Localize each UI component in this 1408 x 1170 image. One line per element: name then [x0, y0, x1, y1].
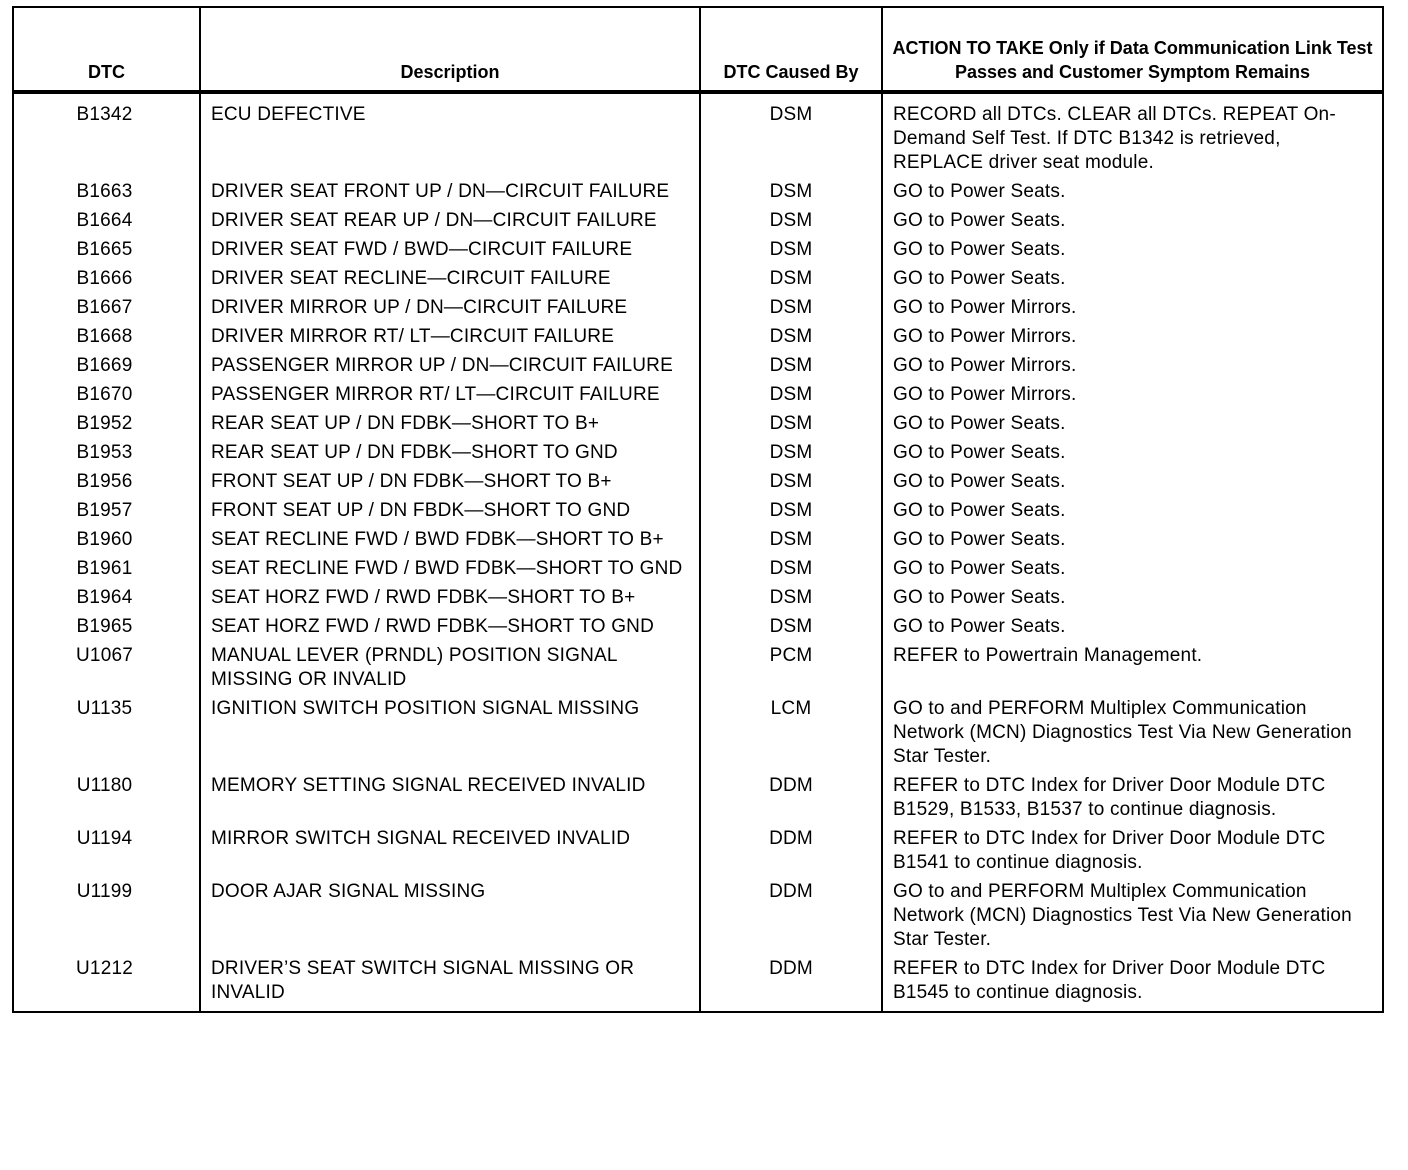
description-cell: DRIVER MIRROR RT/ LT—CIRCUIT FAILURE	[200, 322, 700, 351]
table-row	[13, 694, 1383, 771]
action-cell: GO to Power Seats.	[882, 235, 1383, 264]
action-cell: REFER to DTC Index for Driver Door Module DTC B1541 to continue diagnosis.	[882, 824, 1383, 877]
dtc-table	[12, 6, 1384, 1013]
action-cell: RECORD all DTCs. CLEAR all DTCs. REPEAT On-Demand Self Test. If DTC B1342 is retrieved, REPLACE driver seat module.	[882, 92, 1383, 177]
table-row	[13, 264, 1383, 293]
table-row	[13, 92, 1383, 177]
dtc-code-cell: U1194	[13, 824, 200, 877]
action-cell: GO to Power Seats.	[882, 496, 1383, 525]
caused-by-cell: DDM	[700, 877, 882, 954]
dtc-code-cell: B1664	[13, 206, 200, 235]
table-row	[13, 641, 1383, 694]
action-cell: GO to Power Mirrors.	[882, 293, 1383, 322]
action-cell: GO to Power Seats.	[882, 438, 1383, 467]
description-cell: DOOR AJAR SIGNAL MISSING	[200, 877, 700, 954]
action-cell: REFER to Powertrain Management.	[882, 641, 1383, 694]
description-cell: PASSENGER MIRROR RT/ LT—CIRCUIT FAILURE	[200, 380, 700, 409]
table-row	[13, 467, 1383, 496]
action-cell: GO to Power Seats.	[882, 467, 1383, 496]
dtc-code-cell: U1135	[13, 694, 200, 771]
dtc-code-cell: B1342	[13, 92, 200, 177]
table-row	[13, 525, 1383, 554]
table-row	[13, 554, 1383, 583]
caused-by-cell: DSM	[700, 264, 882, 293]
table-row	[13, 351, 1383, 380]
description-cell: DRIVER MIRROR UP / DN—CIRCUIT FAILURE	[200, 293, 700, 322]
table-row	[13, 583, 1383, 612]
caused-by-cell: DSM	[700, 467, 882, 496]
caused-by-cell: DSM	[700, 525, 882, 554]
description-cell: SEAT HORZ FWD / RWD FDBK—SHORT TO B+	[200, 583, 700, 612]
dtc-code-cell: B1961	[13, 554, 200, 583]
action-cell: GO to and PERFORM Multiplex Communication Network (MCN) Diagnostics Test Via New Generation Star Tester.	[882, 694, 1383, 771]
caused-by-cell: DSM	[700, 322, 882, 351]
description-cell: MANUAL LEVER (PRNDL) POSITION SIGNAL MISSING OR INVALID	[200, 641, 700, 694]
caused-by-cell: DSM	[700, 206, 882, 235]
dtc-code-cell: B1668	[13, 322, 200, 351]
description-cell: DRIVER SEAT RECLINE—CIRCUIT FAILURE	[200, 264, 700, 293]
table-row	[13, 877, 1383, 954]
action-cell: GO to Power Seats.	[882, 554, 1383, 583]
dtc-code-cell: B1666	[13, 264, 200, 293]
description-cell: DRIVER’S SEAT SWITCH SIGNAL MISSING OR INVALID	[200, 954, 700, 1012]
dtc-code-cell: B1669	[13, 351, 200, 380]
action-cell: REFER to DTC Index for Driver Door Module DTC B1545 to continue diagnosis.	[882, 954, 1383, 1012]
table-row	[13, 177, 1383, 206]
table-row	[13, 954, 1383, 1012]
description-cell: ECU DEFECTIVE	[200, 92, 700, 177]
caused-by-cell: DDM	[700, 824, 882, 877]
caused-by-cell: PCM	[700, 641, 882, 694]
table-row	[13, 380, 1383, 409]
description-cell: FRONT SEAT UP / DN FBDK—SHORT TO GND	[200, 496, 700, 525]
dtc-code-cell: U1212	[13, 954, 200, 1012]
action-cell: GO to Power Seats.	[882, 206, 1383, 235]
dtc-code-cell: U1199	[13, 877, 200, 954]
description-cell: PASSENGER MIRROR UP / DN—CIRCUIT FAILURE	[200, 351, 700, 380]
caused-by-cell: DDM	[700, 771, 882, 824]
action-cell: GO to Power Seats.	[882, 264, 1383, 293]
dtc-code-cell: B1953	[13, 438, 200, 467]
caused-by-cell: DSM	[700, 293, 882, 322]
action-cell: REFER to DTC Index for Driver Door Module DTC B1529, B1533, B1537 to continue diagnosis.	[882, 771, 1383, 824]
caused-by-cell: DSM	[700, 177, 882, 206]
table-row	[13, 771, 1383, 824]
table-row	[13, 235, 1383, 264]
table-row	[13, 322, 1383, 351]
table-row	[13, 206, 1383, 235]
description-cell: SEAT RECLINE FWD / BWD FDBK—SHORT TO B+	[200, 525, 700, 554]
table-row	[13, 612, 1383, 641]
description-cell: DRIVER SEAT FWD / BWD—CIRCUIT FAILURE	[200, 235, 700, 264]
action-cell: GO to and PERFORM Multiplex Communication Network (MCN) Diagnostics Test Via New Generation Star Tester.	[882, 877, 1383, 954]
dtc-code-cell: B1957	[13, 496, 200, 525]
dtc-table-container	[12, 6, 1382, 1013]
caused-by-cell: DSM	[700, 235, 882, 264]
dtc-code-cell: B1663	[13, 177, 200, 206]
description-cell: DRIVER SEAT FRONT UP / DN—CIRCUIT FAILURE	[200, 177, 700, 206]
dtc-code-cell: B1670	[13, 380, 200, 409]
dtc-code-cell: B1965	[13, 612, 200, 641]
dtc-code-cell: B1952	[13, 409, 200, 438]
action-cell: GO to Power Seats.	[882, 525, 1383, 554]
description-cell: MEMORY SETTING SIGNAL RECEIVED INVALID	[200, 771, 700, 824]
header-description: Description	[200, 7, 700, 92]
action-cell: GO to Power Mirrors.	[882, 380, 1383, 409]
header-row	[13, 7, 1383, 92]
caused-by-cell: DSM	[700, 583, 882, 612]
dtc-code-cell: B1667	[13, 293, 200, 322]
caused-by-cell: DDM	[700, 954, 882, 1012]
description-cell: DRIVER SEAT REAR UP / DN—CIRCUIT FAILURE	[200, 206, 700, 235]
action-cell: GO to Power Seats.	[882, 177, 1383, 206]
dtc-code-cell: U1180	[13, 771, 200, 824]
description-cell: MIRROR SWITCH SIGNAL RECEIVED INVALID	[200, 824, 700, 877]
header-action: ACTION TO TAKE Only if Data Communication Link Test Passes and Customer Symptom Remains	[882, 7, 1383, 92]
dtc-code-cell: B1964	[13, 583, 200, 612]
caused-by-cell: DSM	[700, 92, 882, 177]
caused-by-cell: DSM	[700, 438, 882, 467]
header-caused-by: DTC Caused By	[700, 7, 882, 92]
table-row	[13, 496, 1383, 525]
action-cell: GO to Power Seats.	[882, 612, 1383, 641]
dtc-code-cell: U1067	[13, 641, 200, 694]
caused-by-cell: DSM	[700, 380, 882, 409]
caused-by-cell: DSM	[700, 351, 882, 380]
table-row	[13, 293, 1383, 322]
header-dtc: DTC	[13, 7, 200, 92]
caused-by-cell: DSM	[700, 409, 882, 438]
action-cell: GO to Power Mirrors.	[882, 351, 1383, 380]
table-row	[13, 438, 1383, 467]
caused-by-cell: DSM	[700, 612, 882, 641]
description-cell: SEAT RECLINE FWD / BWD FDBK—SHORT TO GND	[200, 554, 700, 583]
description-cell: SEAT HORZ FWD / RWD FDBK—SHORT TO GND	[200, 612, 700, 641]
table-row	[13, 409, 1383, 438]
description-cell: REAR SEAT UP / DN FDBK—SHORT TO GND	[200, 438, 700, 467]
table-header	[13, 7, 1383, 92]
action-cell: GO to Power Seats.	[882, 409, 1383, 438]
caused-by-cell: LCM	[700, 694, 882, 771]
dtc-code-cell: B1665	[13, 235, 200, 264]
action-cell: GO to Power Mirrors.	[882, 322, 1383, 351]
dtc-code-cell: B1956	[13, 467, 200, 496]
description-cell: IGNITION SWITCH POSITION SIGNAL MISSING	[200, 694, 700, 771]
action-cell: GO to Power Seats.	[882, 583, 1383, 612]
caused-by-cell: DSM	[700, 554, 882, 583]
description-cell: REAR SEAT UP / DN FDBK—SHORT TO B+	[200, 409, 700, 438]
table-row	[13, 824, 1383, 877]
caused-by-cell: DSM	[700, 496, 882, 525]
table-body	[13, 92, 1383, 1012]
description-cell: FRONT SEAT UP / DN FDBK—SHORT TO B+	[200, 467, 700, 496]
dtc-code-cell: B1960	[13, 525, 200, 554]
